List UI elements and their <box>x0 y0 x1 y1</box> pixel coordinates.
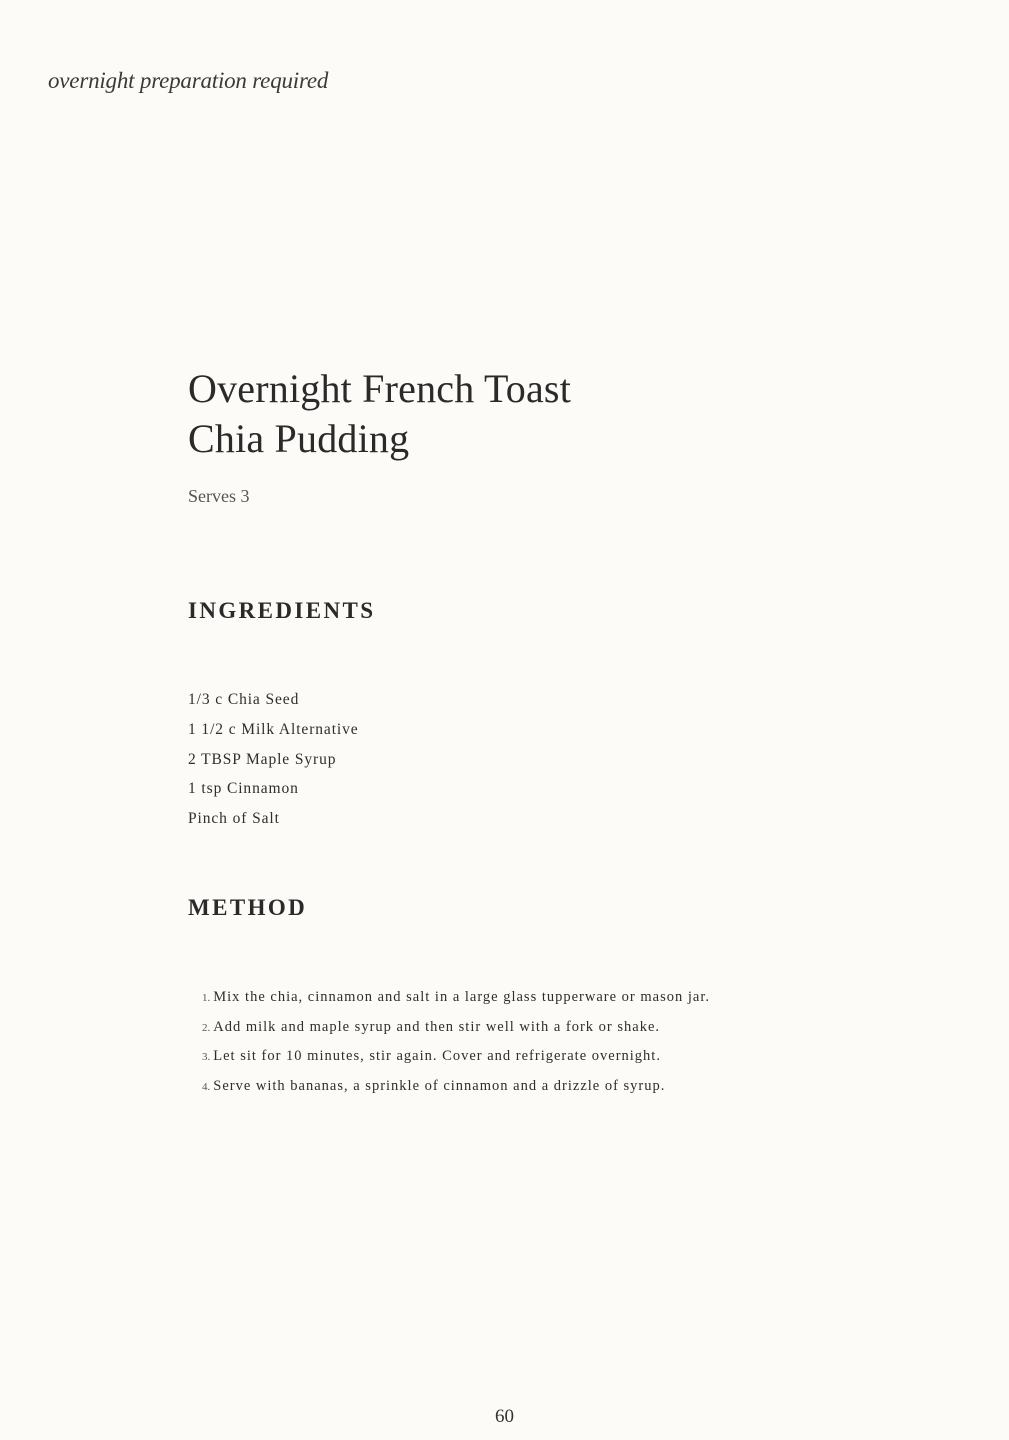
method-step <box>202 985 710 1015</box>
ingredient-item: 2 TBSP Maple Syrup <box>188 750 337 768</box>
ingredient-item: Pinch of Salt <box>188 810 280 828</box>
page-number: 60 <box>495 1406 514 1427</box>
step-number: 3. <box>202 1051 211 1063</box>
method-step <box>202 1044 710 1074</box>
recipe-header <box>188 364 888 507</box>
step-text: Let sit for 10 minutes, stir again. Cover and refrigerate overnight. <box>213 1048 661 1064</box>
step-number: 4. <box>202 1080 211 1093</box>
ingredients-heading: INGREDIENTS <box>188 598 376 623</box>
step-number: 1. <box>202 992 211 1004</box>
method-steps <box>202 985 710 1103</box>
preparation-note: overnight preparation required <box>48 68 329 93</box>
step-text: Add milk and maple syrup and then stir well with a fork or shake. <box>213 1018 661 1035</box>
recipe-title-line-2: Chia Pudding <box>188 416 410 461</box>
step-number: 2. <box>202 1021 211 1034</box>
ingredient-item: 1 1/2 c Milk Alternative <box>188 720 359 738</box>
ingredient-item: 1 tsp Cinnamon <box>188 780 299 798</box>
step-text: Serve with bananas, a sprinkle of cinnamon and a drizzle of syrup. <box>213 1077 666 1094</box>
recipe-title-line-1: Overnight French Toast <box>188 366 572 411</box>
recipe-title <box>188 364 888 464</box>
serves-count: Serves 3 <box>188 486 250 506</box>
ingredient-item: 1/3 c Chia Seed <box>188 691 300 708</box>
method-step <box>202 1015 710 1045</box>
step-text: Mix the chia, cinnamon and salt in a large glass tupperware or mason jar. <box>213 989 710 1005</box>
method-step <box>202 1074 710 1104</box>
method-heading: METHOD <box>188 895 308 920</box>
ingredients-list <box>188 688 359 837</box>
